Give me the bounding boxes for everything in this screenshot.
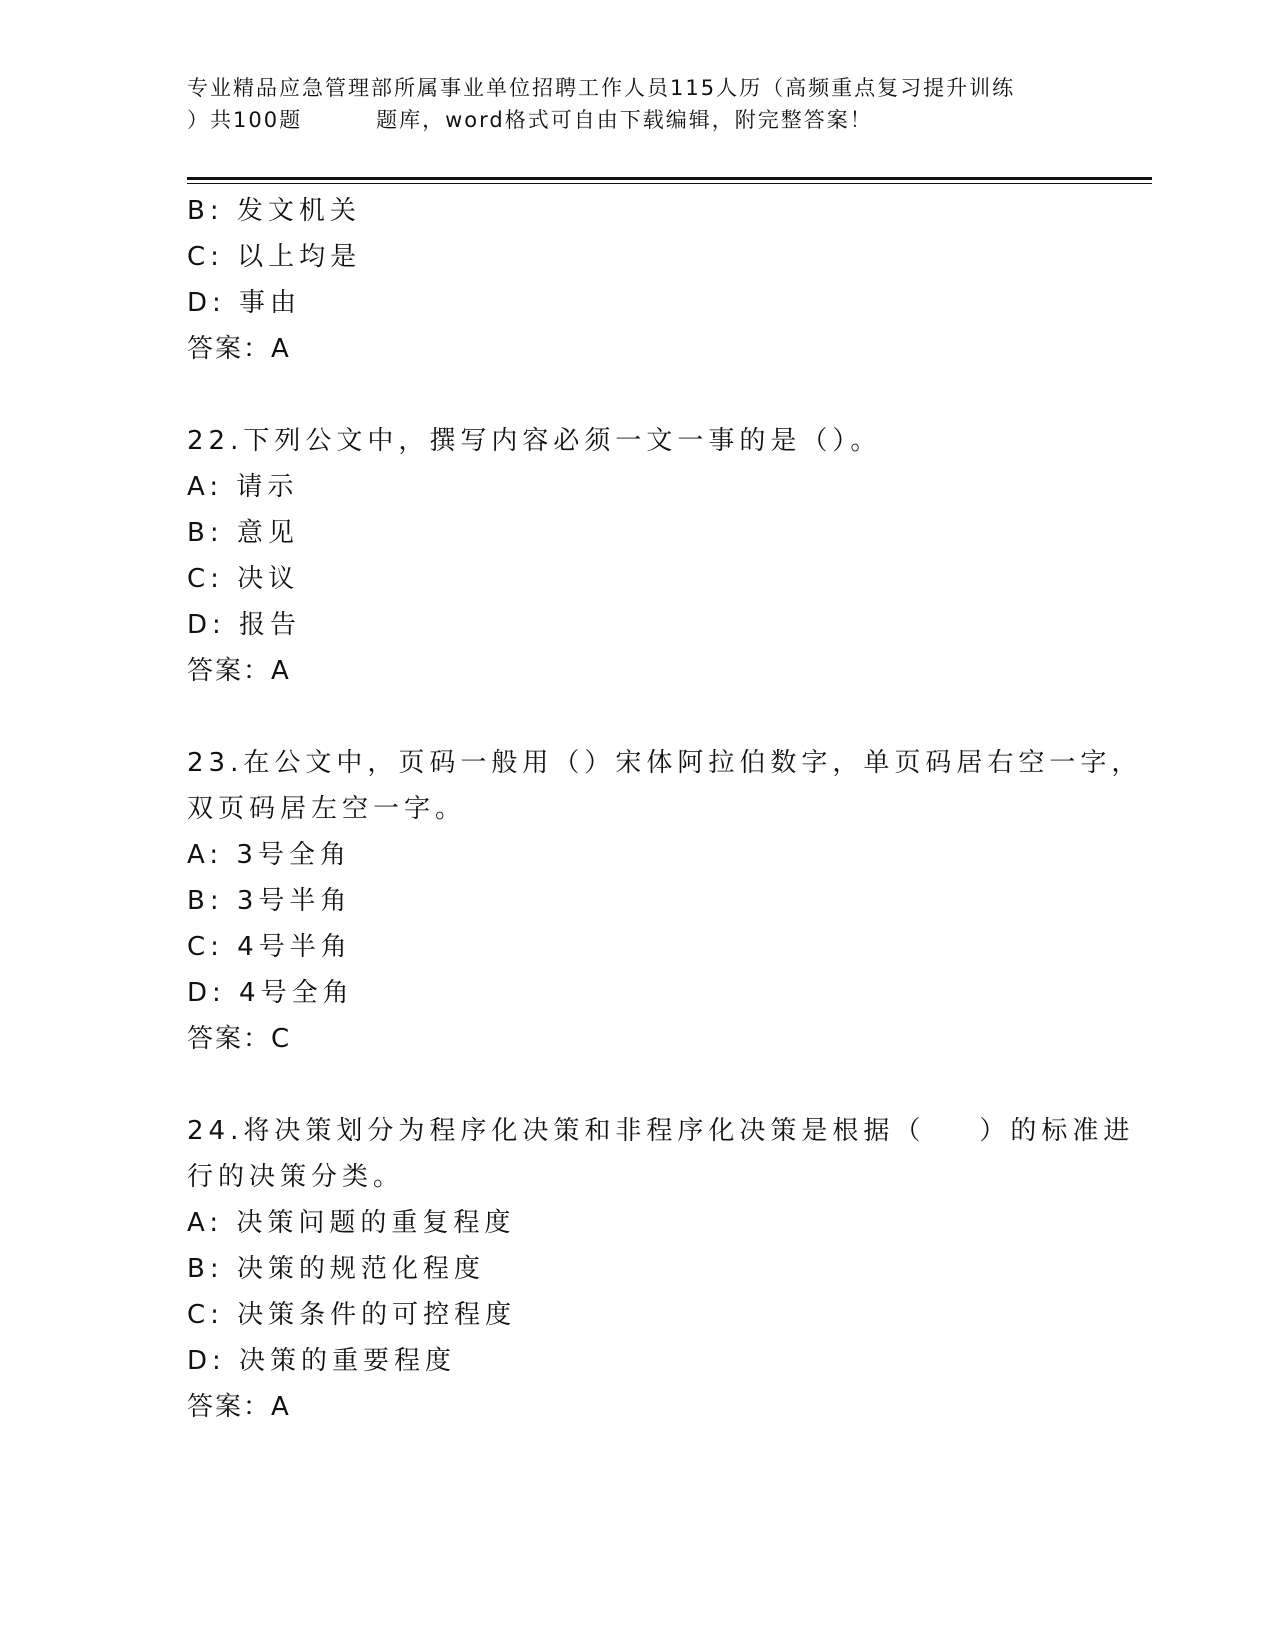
option-d: D: 决策的重要程度 [187,1346,457,1376]
document-header [187,72,1087,136]
answer-value: C [271,1024,290,1054]
question-block-22 [187,418,1087,694]
spacer [187,694,1087,740]
option-b: B: 意见 [187,518,299,548]
option-a: A: 3号全角 [187,840,351,870]
header-line-1: 专业精品应急管理部所属事业单位招聘工作人员115人历（高频重点复习提升训练 [187,76,1016,100]
option-d: D: 事由 [187,288,302,318]
option-d: D: 4号全角 [187,978,354,1008]
answer-line [187,326,1087,372]
option-c: C: 决策条件的可控程度 [187,1300,517,1330]
option-b: B: 3号半角 [187,886,352,916]
header-line-2-head: ）共100题 [187,108,303,132]
option-b: B: 决策的规范化程度 [187,1254,485,1284]
header-line-2-tail: 题库，word格式可自由下载编辑，附完整答案！ [376,108,873,132]
answer-value: A [271,656,289,686]
answer-line [187,1384,1087,1430]
answer-label: 答案： [187,334,272,364]
answer-value: A [271,1392,289,1422]
question-stem-part-1: 24.将决策划分为程序化决策和非程序化决策是根据（ [187,1116,926,1146]
header-divider-thin [187,183,1152,184]
option-c: C: 以上均是 [187,242,362,272]
option-c: C: 决议 [187,564,300,594]
option-a: A: 请示 [187,472,299,502]
answer-label: 答案： [187,1024,272,1054]
question-stem [187,1108,1135,1154]
question-block-24 [187,1108,1135,1430]
answer-line [187,1016,1087,1062]
question-block-23 [187,740,1143,1062]
answer-line [187,648,1087,694]
question-block-prev [187,188,1087,372]
spacer [187,1062,1087,1108]
header-divider-thick [187,177,1152,180]
option-d: D: 报告 [187,610,302,640]
question-list [187,188,1143,1430]
answer-value: A [271,334,289,364]
answer-label: 答案： [187,656,272,686]
spacer [187,372,1087,418]
header-line-2 [187,104,1087,136]
answer-label: 答案： [187,1392,272,1422]
option-c: C: 4号半角 [187,932,352,962]
question-stem: 22.下列公文中，撰写内容必须一文一事的是（）。 [187,426,882,456]
question-stem-continued: 双页码居左空一字。 [187,794,467,824]
question-stem: 23.在公文中，页码一般用（）宋体阿拉伯数字，单页码居右空一字， [187,748,1143,778]
option-a: A: 决策问题的重复程度 [187,1208,516,1238]
question-stem-continued: 行的决策分类。 [187,1162,405,1192]
option-b: B: 发文机关 [187,196,361,226]
question-stem-part-2: ）的标准进 [979,1116,1135,1146]
